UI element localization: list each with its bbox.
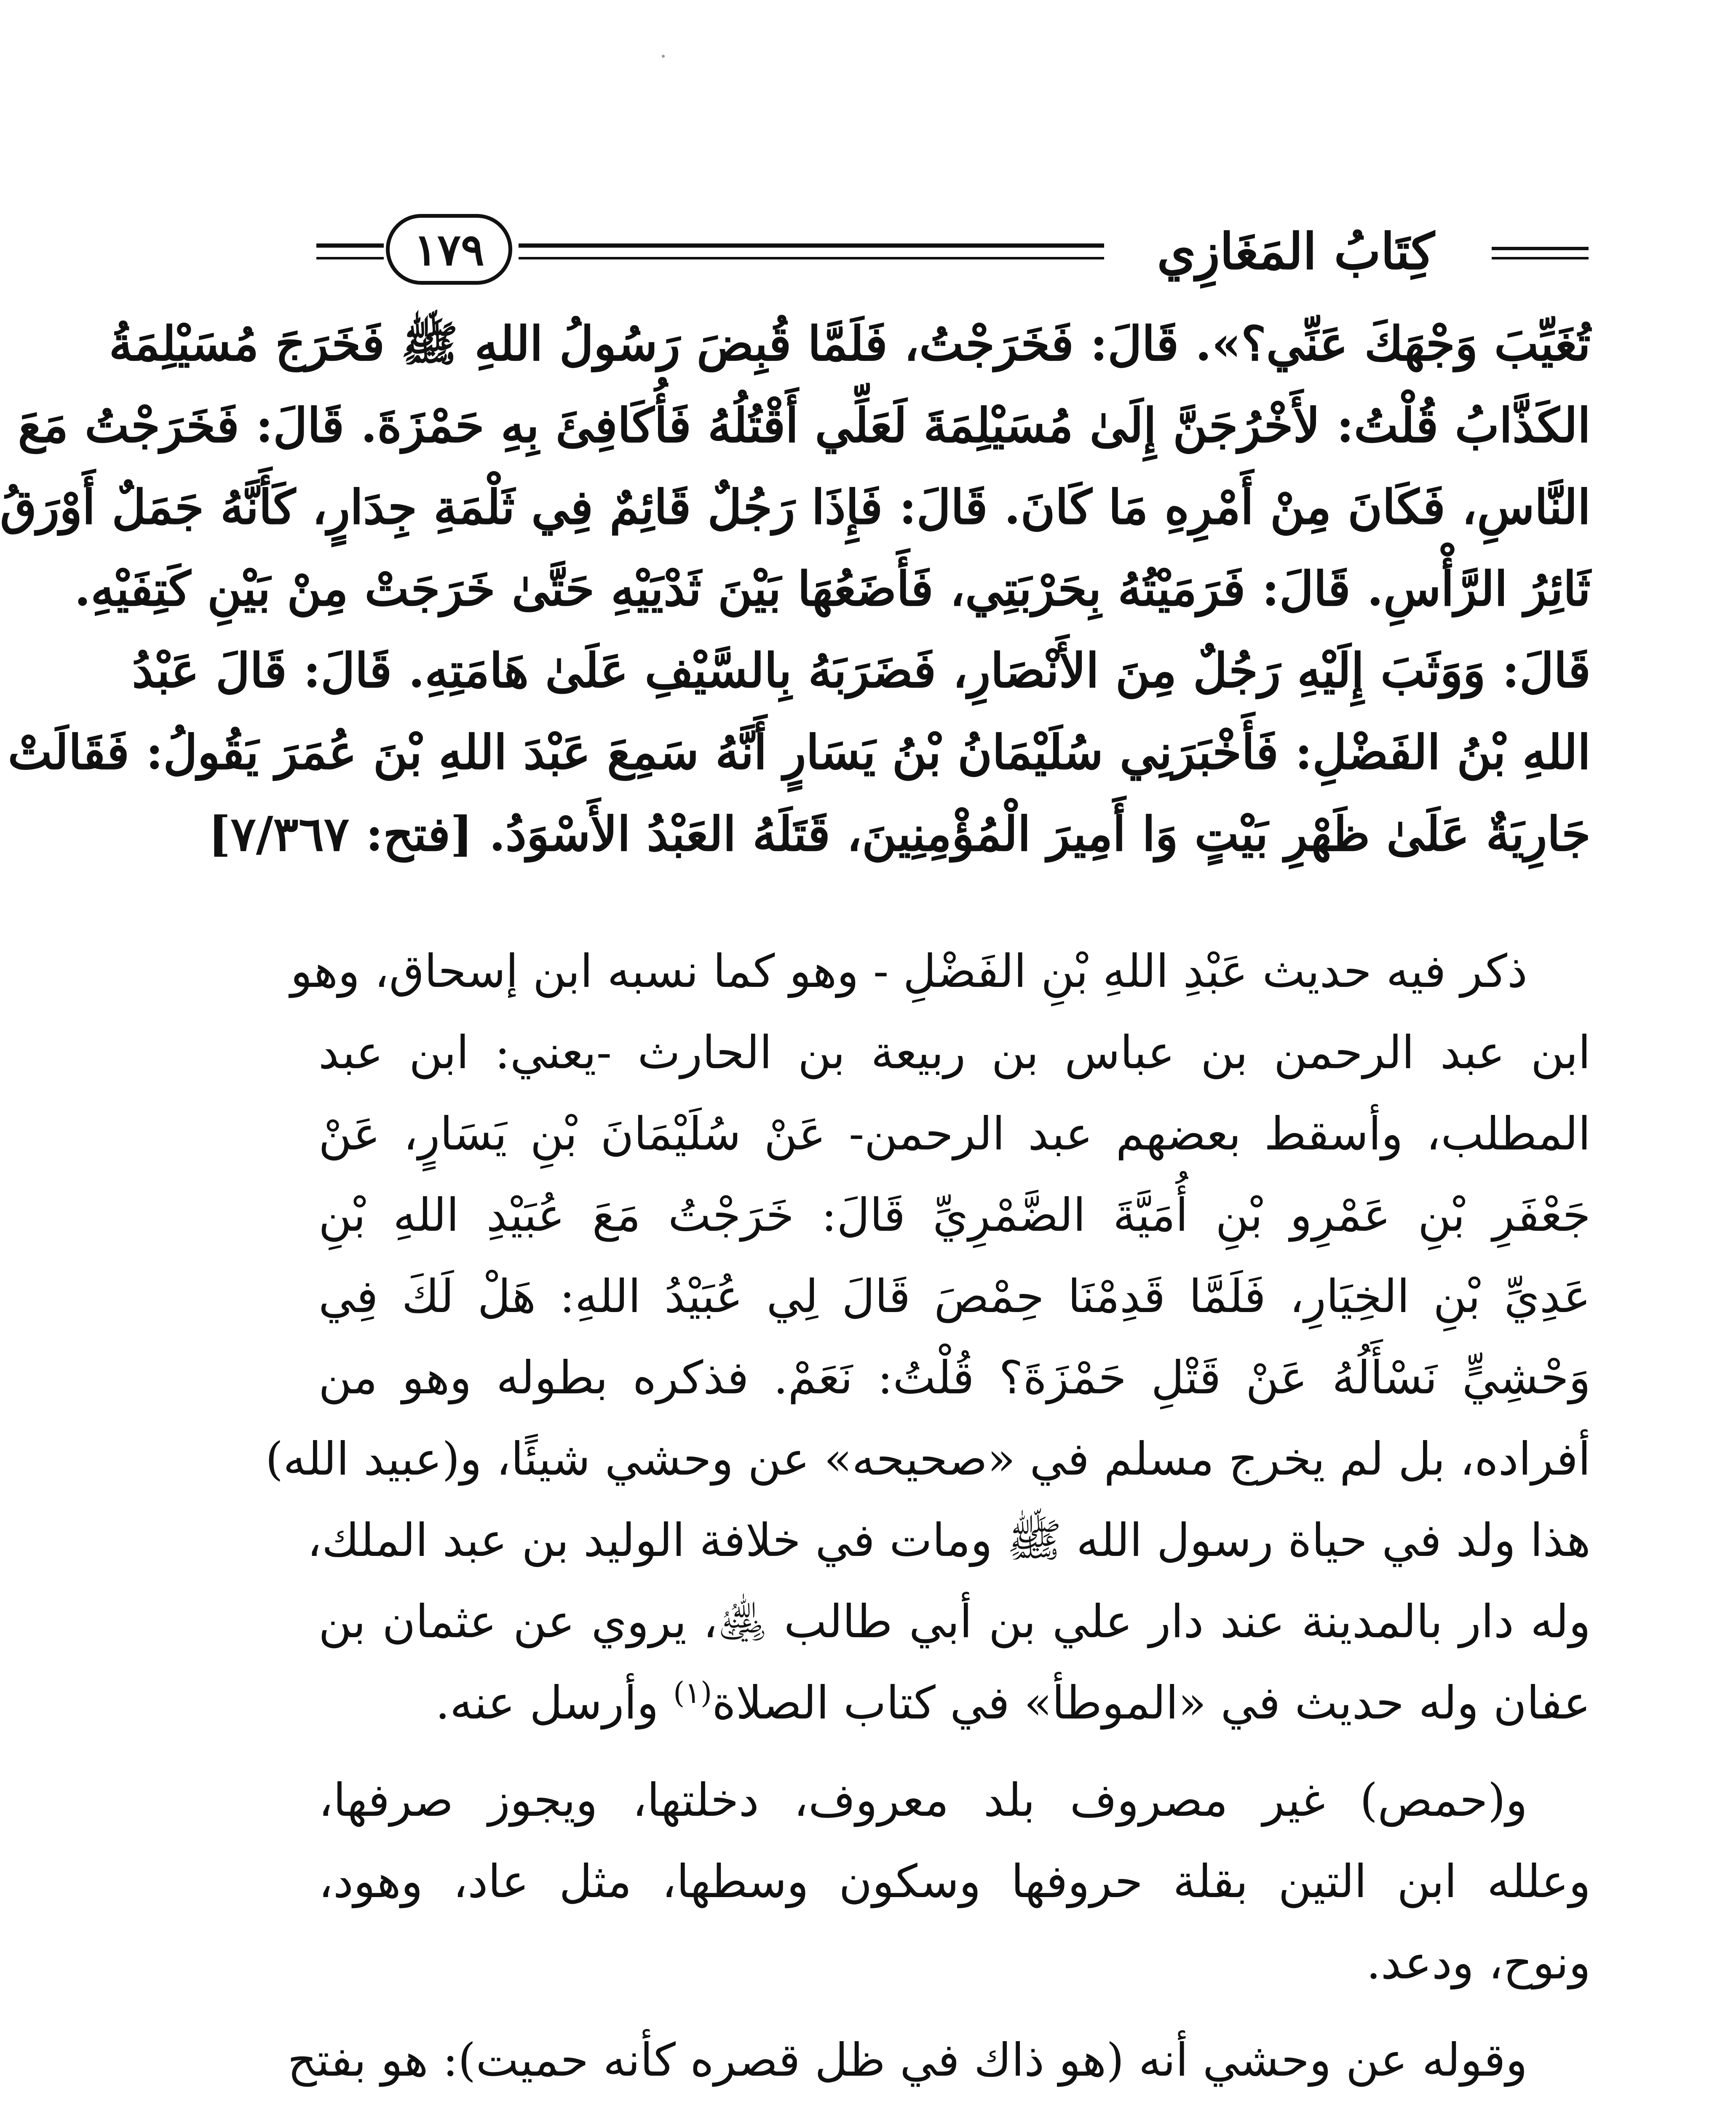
scan-speck (662, 55, 665, 58)
text-line: ذكر فيه حديث عَبْدِ اللهِ بْنِ الفَضْلِ - وهو كما نسبه ابن إسحاق، وهو (290, 945, 1527, 998)
header-rule (519, 243, 1104, 248)
text-fragment: وأرسل عنه. (435, 1677, 674, 1729)
text-line: جَعْفَرِ بْنِ عَمْرِو بْنِ أُمَيَّةَ الضَّمْرِيِّ قَالَ: خَرَجْتُ مَعَ عُبَيْدِ اللهِ بْنِ (318, 1189, 1591, 1242)
text-line: ثَائِرُ الرَّأْسِ. قَالَ: فَرَمَيْتُهُ بِحَرْبَتِي، فَأَضَعُهَا بَيْنَ ثَدْيَيْهِ حَتَّىٰ خَرَجَتْ مِنْ بَيْنِ كَتِفَيْهِ. (74, 561, 1591, 617)
text-line: ابن عبد الرحمن بن عباس بن ربيعة بن الحارث -يعني: ابن عبد (318, 1026, 1591, 1079)
text-fragment: عفان وله حديث في «الموطأ» في كتاب الصلاة (712, 1677, 1591, 1729)
text-line: جَارِيَةٌ عَلَىٰ ظَهْرِ بَيْتٍ وَا أَمِيرَ الْمُؤْمِنِينَ، قَتَلَهُ العَبْدُ الأَسْوَدُ. [فتح: ٧/٣٦٧] (208, 807, 1591, 862)
text-line: اللهِ بْنُ الفَضْلِ: فَأَخْبَرَنِي سُلَيْمَانُ بْنُ يَسَارٍ أَنَّهُ سَمِعَ عَبْدَ اللهِ بْنَ عُمَرَ يَقُولُ: فَقَالَتْ (8, 725, 1591, 780)
text-line: وله دار بالمدينة عند دار علي بن أبي طالب ﵁، يروي عن عثمان بن (318, 1596, 1591, 1648)
text-line: قَالَ: وَوَثَبَ إِلَيْهِ رَجُلٌ مِنَ الأَنْصَارِ، فَضَرَبَهُ بِالسَّيْفِ عَلَىٰ هَامَتِهِ. قَالَ: قَالَ عَبْدُ (132, 643, 1591, 698)
text-line: و(حمص) غير مصروف بلد معروف، دخلتها، ويجوز صرفها، (318, 1774, 1527, 1827)
page-number: ١٧٩ (386, 214, 512, 285)
text-line (318, 1662, 1591, 1744)
header-rule (316, 243, 384, 248)
text-line: وَحْشِيٍّ نَسْأَلُهُ عَنْ قَتْلِ حَمْزَةَ؟ قُلْتُ: نَعَمْ. فذكره بطوله وهو من (318, 1352, 1591, 1404)
text-line: عَدِيِّ بْنِ الخِيَارِ، فَلَمَّا قَدِمْنَا حِمْصَ قَالَ لِي عُبَيْدُ اللهِ: هَلْ لَكَ فِي (318, 1270, 1591, 1323)
running-header (316, 211, 1589, 291)
commentary-text (265, 931, 1591, 2101)
hadith-text (0, 303, 1591, 875)
header-rule (316, 257, 384, 259)
text-line: هذا ولد في حياة رسول الله ﷺ ومات في خلافة الوليد بن عبد الملك، (307, 1514, 1591, 1567)
text-line: وقوله عن وحشي أنه (هو ذاك في ظل قصره كأنه حميت): هو بفتح (287, 2034, 1527, 2087)
text-line: النَّاسِ، فَكَانَ مِنْ أَمْرِهِ مَا كَانَ. قَالَ: فَإِذَا رَجُلٌ قَائِمٌ فِي ثَلْمَةِ جِدَارٍ، كَأَنَّهُ جَمَلٌ أَوْرَقُ (0, 480, 1591, 535)
text-line: المطلب، وأسقط بعضهم عبد الرحمن- عَنْ سُلَيْمَانَ بْنِ يَسَارٍ، عَنْ (318, 1108, 1591, 1160)
text-line: ونوح، ودعد. (1366, 1937, 1591, 1989)
text-line: تُغَيِّبَ وَجْهَكَ عَنِّي؟». قَالَ: فَخَرَجْتُ، فَلَمَّا قُبِضَ رَسُولُ اللهِ ﷺ فَخَرَجَ مُسَيْلِمَةُ (109, 316, 1591, 371)
text-line: وعلله ابن التين بقلة حروفها وسكون وسطها، مثل عاد، وهود، (318, 1855, 1591, 1908)
header-rule (1492, 257, 1589, 259)
book-title: كِتَابُ المَغَازِي (1157, 222, 1435, 281)
text-line: أفراده، بل لم يخرج مسلم في «صحيحه» عن وحشي شيئًا، و(عبيد الله) (265, 1433, 1591, 1486)
header-rule (519, 257, 1104, 259)
header-rule (1492, 247, 1589, 250)
text-line: الكَذَّابُ قُلْتُ: لأَخْرُجَنَّ إِلَىٰ مُسَيْلِمَةَ لَعَلِّي أَقْتُلُهُ فَأُكَافِئَ بِهِ حَمْزَةَ. قَالَ: فَخَرَجْتُ مَعَ (18, 398, 1591, 453)
footnote-marker: (١) (673, 1676, 712, 1710)
